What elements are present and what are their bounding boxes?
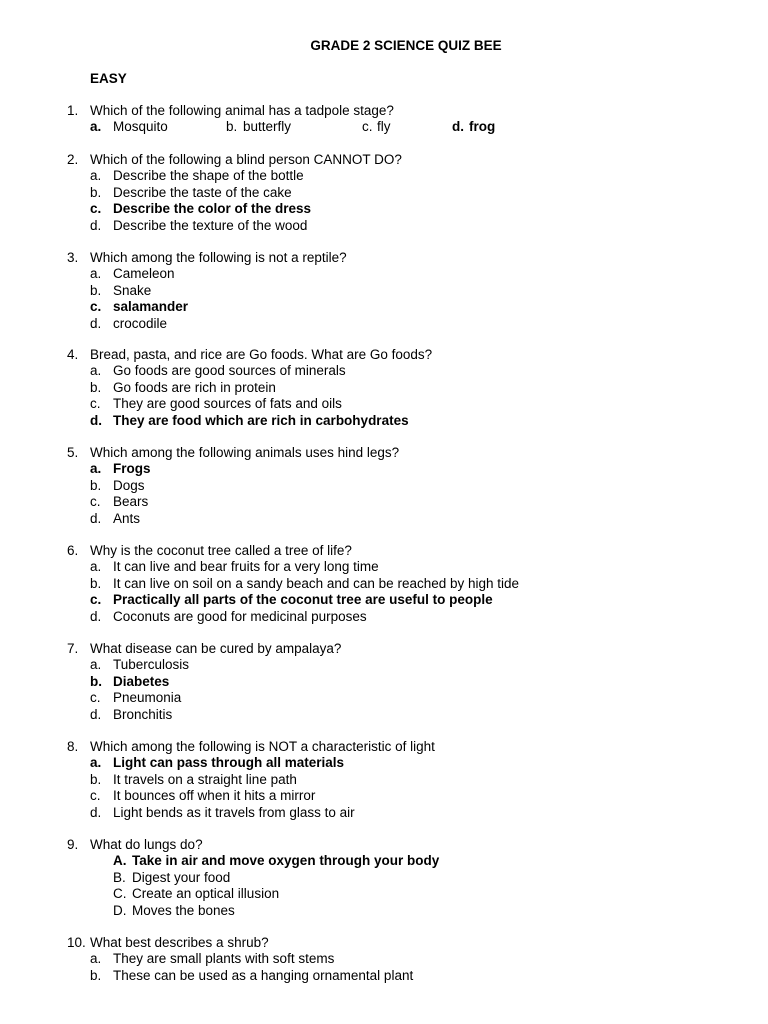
question-9 bbox=[0, 837, 768, 919]
question-number: 4. bbox=[67, 347, 79, 362]
question-10 bbox=[0, 935, 768, 984]
question-number: 9. bbox=[67, 837, 79, 852]
question-number: 7. bbox=[67, 641, 79, 656]
option-text-correct: salamander bbox=[113, 299, 189, 315]
question-text: What disease can be cured by ampalaya? bbox=[90, 641, 342, 656]
option-letter: c. bbox=[90, 690, 101, 706]
option-letter: c. bbox=[90, 396, 101, 412]
option-text: Digest your food bbox=[132, 869, 231, 885]
option-letter: c. bbox=[90, 494, 101, 510]
option-text: It can live on soil on a sandy beach and can be reached by high tide bbox=[113, 575, 520, 591]
option-letter: b. bbox=[90, 771, 102, 787]
option-text: Go foods are rich in protein bbox=[113, 379, 276, 395]
option-text: Tuberculosis bbox=[113, 657, 190, 673]
option-letter: a. bbox=[90, 119, 102, 135]
question-1 bbox=[0, 103, 768, 136]
question-text: What best describes a shrub? bbox=[90, 935, 269, 950]
section-heading: EASY bbox=[90, 71, 127, 86]
question-number: 3. bbox=[67, 250, 79, 265]
option-text-correct: Diabetes bbox=[113, 673, 170, 689]
option-letter: b. bbox=[90, 575, 102, 591]
option-letter: b. bbox=[90, 184, 102, 200]
question-number: 6. bbox=[67, 543, 79, 558]
question-7 bbox=[0, 641, 768, 723]
question-4 bbox=[0, 347, 768, 429]
option-text: They are good sources of fats and oils bbox=[113, 396, 342, 412]
option-text: Coconuts are good for medicinal purposes bbox=[113, 608, 367, 624]
question-text: Which among the following is NOT a characteristic of light bbox=[90, 739, 435, 754]
option-text: Bronchitis bbox=[113, 706, 173, 722]
option-text-correct: Take in air and move oxygen through your body bbox=[132, 853, 440, 869]
option-letter: B. bbox=[113, 869, 126, 885]
option-letter: b. bbox=[226, 119, 238, 135]
option-letter: a. bbox=[90, 266, 102, 282]
question-number: 1. bbox=[67, 103, 79, 118]
option-letter: c. bbox=[90, 788, 101, 804]
question-text: Which of the following animal has a tadpole stage? bbox=[90, 103, 394, 118]
question-number: 10. bbox=[67, 935, 86, 950]
option-text: Moves the bones bbox=[132, 902, 235, 918]
option-text: Snake bbox=[113, 282, 152, 298]
option-letter: d. bbox=[90, 315, 102, 331]
option-text: butterfly bbox=[243, 119, 292, 135]
question-8 bbox=[0, 739, 768, 821]
option-text-correct: Light can pass through all materials bbox=[113, 755, 345, 771]
option-text: Bears bbox=[113, 494, 149, 510]
option-letter: d. bbox=[452, 119, 464, 135]
question-number: 8. bbox=[67, 739, 79, 754]
option-text: Describe the taste of the cake bbox=[113, 184, 292, 200]
document-title: GRADE 2 SCIENCE QUIZ BEE bbox=[310, 38, 502, 53]
option-letter: d. bbox=[90, 608, 102, 624]
option-letter: c. bbox=[362, 119, 373, 135]
option-letter: b. bbox=[90, 379, 102, 395]
question-3 bbox=[0, 250, 768, 332]
question-number: 5. bbox=[67, 445, 79, 460]
option-letter: d. bbox=[90, 510, 102, 526]
option-letter: D. bbox=[113, 902, 127, 918]
option-letter: c. bbox=[90, 592, 102, 608]
option-text-correct: They are food which are rich in carbohydrates bbox=[113, 412, 409, 428]
option-text: Ants bbox=[113, 510, 141, 526]
option-text: Describe the texture of the wood bbox=[113, 217, 308, 233]
option-letter: d. bbox=[90, 706, 102, 722]
option-letter: d. bbox=[90, 804, 102, 820]
option-text: It can live and bear fruits for a very long time bbox=[113, 559, 379, 575]
question-text: Which among the following animals uses hind legs? bbox=[90, 445, 400, 460]
option-text-correct: frog bbox=[469, 119, 496, 135]
option-letter: b. bbox=[90, 477, 102, 493]
option-text: Create an optical illusion bbox=[132, 886, 280, 902]
question-2 bbox=[0, 152, 768, 234]
option-letter: a. bbox=[90, 951, 102, 967]
question-text: Which of the following a blind person CANNOT DO? bbox=[90, 152, 402, 167]
option-text: Pneumonia bbox=[113, 690, 182, 706]
question-number: 2. bbox=[67, 152, 79, 167]
option-letter: b. bbox=[90, 282, 102, 298]
option-letter: b. bbox=[90, 967, 102, 983]
option-letter: a. bbox=[90, 657, 102, 673]
option-letter: a. bbox=[90, 168, 102, 184]
option-letter: c. bbox=[90, 201, 102, 217]
question-text: What do lungs do? bbox=[90, 837, 203, 852]
question-5 bbox=[0, 445, 768, 527]
question-text: Which among the following is not a reptile? bbox=[90, 250, 347, 265]
question-text: Bread, pasta, and rice are Go foods. What are Go foods? bbox=[90, 347, 433, 362]
option-letter: b. bbox=[90, 673, 102, 689]
option-text: crocodile bbox=[113, 315, 168, 331]
option-letter: a. bbox=[90, 559, 102, 575]
question-6 bbox=[0, 543, 768, 625]
option-letter: a. bbox=[90, 755, 102, 771]
option-text: It travels on a straight line path bbox=[113, 771, 297, 787]
option-text: Light bends as it travels from glass to air bbox=[113, 804, 355, 820]
option-letter: d. bbox=[90, 217, 102, 233]
option-letter: A. bbox=[113, 853, 127, 869]
question-text: Why is the coconut tree called a tree of life? bbox=[90, 543, 352, 558]
option-text: Go foods are good sources of minerals bbox=[113, 363, 346, 379]
option-text: Dogs bbox=[113, 477, 145, 493]
option-text: Describe the shape of the bottle bbox=[113, 168, 304, 184]
option-letter: a. bbox=[90, 461, 102, 477]
option-text: Mosquito bbox=[113, 119, 168, 135]
option-text-correct: Describe the color of the dress bbox=[113, 201, 312, 217]
option-letter: C. bbox=[113, 886, 127, 902]
option-text: Cameleon bbox=[113, 266, 175, 282]
option-letter: d. bbox=[90, 412, 102, 428]
option-text: fly bbox=[377, 119, 391, 135]
option-letter: a. bbox=[90, 363, 102, 379]
option-text: They are small plants with soft stems bbox=[113, 951, 335, 967]
option-text-correct: Frogs bbox=[113, 461, 151, 477]
option-text-correct: Practically all parts of the coconut tree are useful to people bbox=[113, 592, 493, 608]
option-text: These can be used as a hanging ornamental plant bbox=[113, 967, 414, 983]
option-letter: c. bbox=[90, 299, 102, 315]
option-text: It bounces off when it hits a mirror bbox=[113, 788, 316, 804]
